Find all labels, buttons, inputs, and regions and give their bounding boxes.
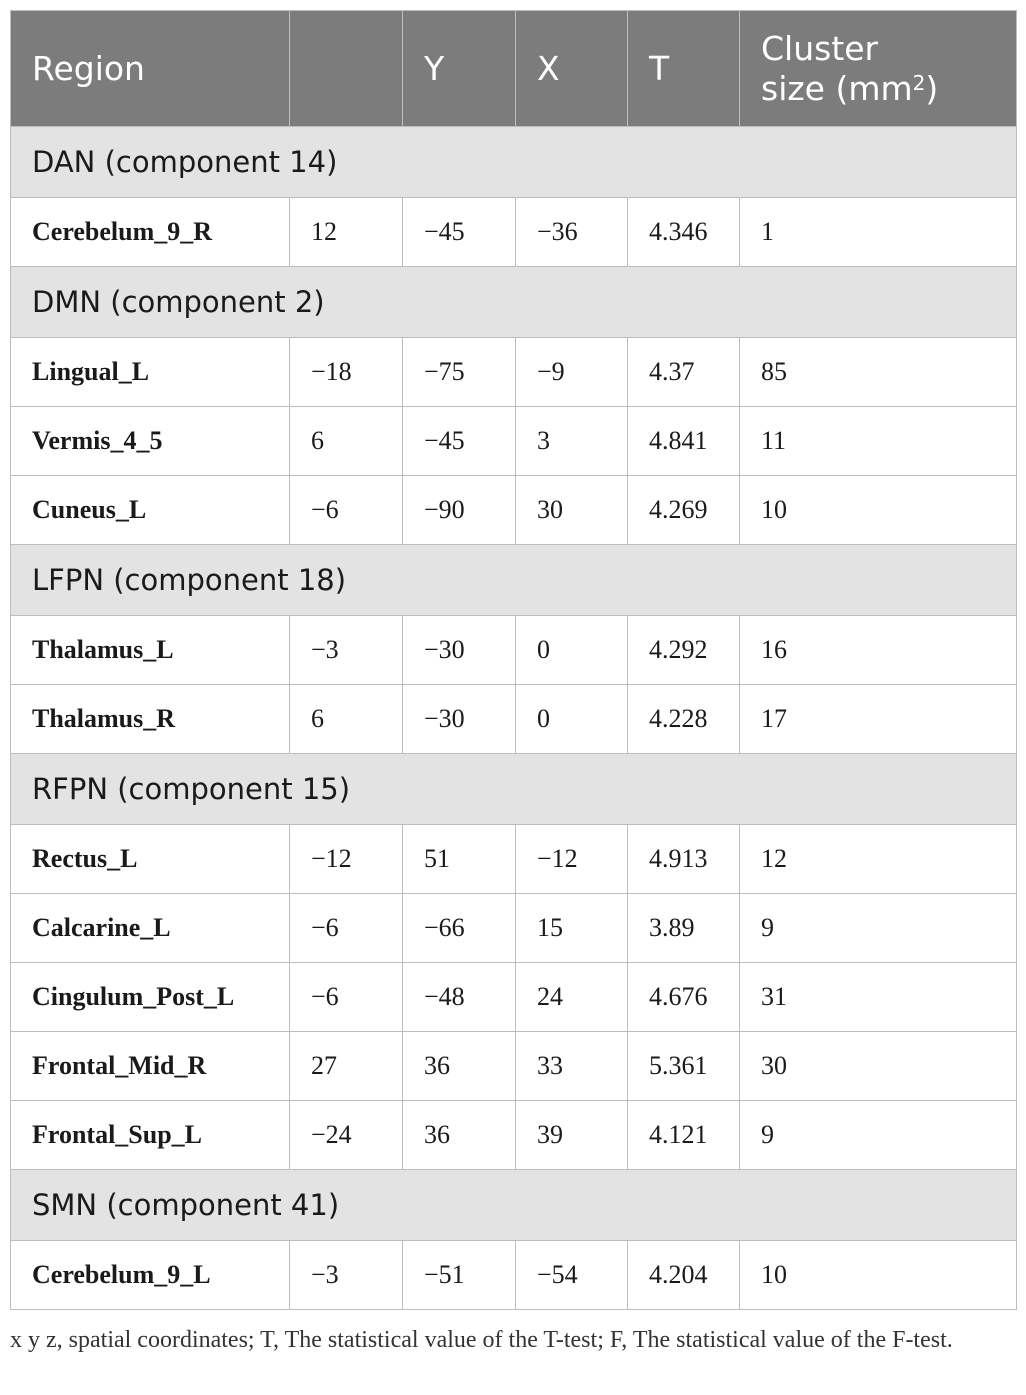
cell-t: 4.292 [628,616,740,685]
cell-cluster-size: 31 [740,963,1017,1032]
cell-coord-1: −24 [290,1101,403,1170]
cell-y: −51 [403,1241,516,1310]
cell-t: 4.269 [628,476,740,545]
cell-region: Lingual_L [11,338,290,407]
cell-x: −54 [516,1241,628,1310]
cell-region: Vermis_4_5 [11,407,290,476]
cell-x: 39 [516,1101,628,1170]
table-row [11,1101,1017,1170]
cell-coord-1: −6 [290,963,403,1032]
cell-y: 36 [403,1032,516,1101]
cell-coord-1: 6 [290,407,403,476]
group-row [11,545,1017,616]
cell-t: 4.346 [628,198,740,267]
cell-cluster-size: 10 [740,476,1017,545]
table-footnote: x y z, spatial coordinates; T, The statistical value of the T-test; F, The statistical value of the F-test. [10,1327,953,1353]
cell-t: 4.913 [628,825,740,894]
cell-coord-1: −3 [290,616,403,685]
cell-x: 0 [516,685,628,754]
cell-cluster-size: 12 [740,825,1017,894]
cell-x: 30 [516,476,628,545]
cell-x: −9 [516,338,628,407]
cell-t: 4.37 [628,338,740,407]
header-blank [290,11,403,127]
cell-cluster-size: 16 [740,616,1017,685]
group-label: RFPN (component 15) [11,754,1017,825]
group-row [11,1170,1017,1241]
cell-coord-1: 12 [290,198,403,267]
cell-t: 5.361 [628,1032,740,1101]
table-row [11,616,1017,685]
table-header-row [11,11,1017,127]
cell-x: 33 [516,1032,628,1101]
cell-t: 4.841 [628,407,740,476]
cell-t: 3.89 [628,894,740,963]
cell-y: −30 [403,616,516,685]
cell-y: 36 [403,1101,516,1170]
cell-region: Cerebelum_9_L [11,1241,290,1310]
cell-cluster-size: 9 [740,1101,1017,1170]
cell-cluster-size: 9 [740,894,1017,963]
cell-y: −30 [403,685,516,754]
cell-y: −48 [403,963,516,1032]
table-body [11,127,1017,1310]
cell-coord-1: 27 [290,1032,403,1101]
group-label: DAN (component 14) [11,127,1017,198]
header-cluster-line2: size (mm [761,68,913,108]
table-row [11,1241,1017,1310]
table-row [11,476,1017,545]
cell-cluster-size: 85 [740,338,1017,407]
cell-t: 4.228 [628,685,740,754]
header-cluster-close: ) [925,68,939,108]
group-label: SMN (component 41) [11,1170,1017,1241]
header-region: Region [11,11,290,127]
cell-region: Frontal_Sup_L [11,1101,290,1170]
cell-coord-1: −6 [290,894,403,963]
cell-coord-1: 6 [290,685,403,754]
table-row [11,407,1017,476]
cell-x: −36 [516,198,628,267]
header-t: T [628,11,740,127]
cell-region: Thalamus_L [11,616,290,685]
group-row [11,267,1017,338]
cell-t: 4.676 [628,963,740,1032]
cell-coord-1: −3 [290,1241,403,1310]
cell-region: Calcarine_L [11,894,290,963]
table-row [11,198,1017,267]
cell-region: Thalamus_R [11,685,290,754]
cell-x: 3 [516,407,628,476]
header-x: X [516,11,628,127]
cell-x: −12 [516,825,628,894]
cell-y: 51 [403,825,516,894]
cell-coord-1: −12 [290,825,403,894]
cell-coord-1: −18 [290,338,403,407]
cell-cluster-size: 1 [740,198,1017,267]
table-row [11,825,1017,894]
cell-x: 15 [516,894,628,963]
table-row [11,894,1017,963]
results-table [10,10,1017,1310]
cell-region: Rectus_L [11,825,290,894]
cell-y: −66 [403,894,516,963]
cell-cluster-size: 17 [740,685,1017,754]
cell-t: 4.204 [628,1241,740,1310]
header-cluster-line1: Cluster [761,28,879,68]
cell-x: 24 [516,963,628,1032]
cell-cluster-size: 10 [740,1241,1017,1310]
group-label: DMN (component 2) [11,267,1017,338]
cell-y: −45 [403,407,516,476]
table-row [11,338,1017,407]
cell-region: Cingulum_Post_L [11,963,290,1032]
cell-region: Frontal_Mid_R [11,1032,290,1101]
cell-x: 0 [516,616,628,685]
header-y: Y [403,11,516,127]
cell-y: −75 [403,338,516,407]
cell-cluster-size: 30 [740,1032,1017,1101]
cell-y: −90 [403,476,516,545]
cell-region: Cerebelum_9_R [11,198,290,267]
table-row [11,685,1017,754]
group-label: LFPN (component 18) [11,545,1017,616]
header-cluster-sup: 2 [912,70,926,95]
group-row [11,127,1017,198]
cell-t: 4.121 [628,1101,740,1170]
group-row [11,754,1017,825]
cell-y: −45 [403,198,516,267]
table-row [11,963,1017,1032]
table-row [11,1032,1017,1101]
cell-cluster-size: 11 [740,407,1017,476]
header-cluster-size [740,11,1017,127]
cell-coord-1: −6 [290,476,403,545]
cell-region: Cuneus_L [11,476,290,545]
